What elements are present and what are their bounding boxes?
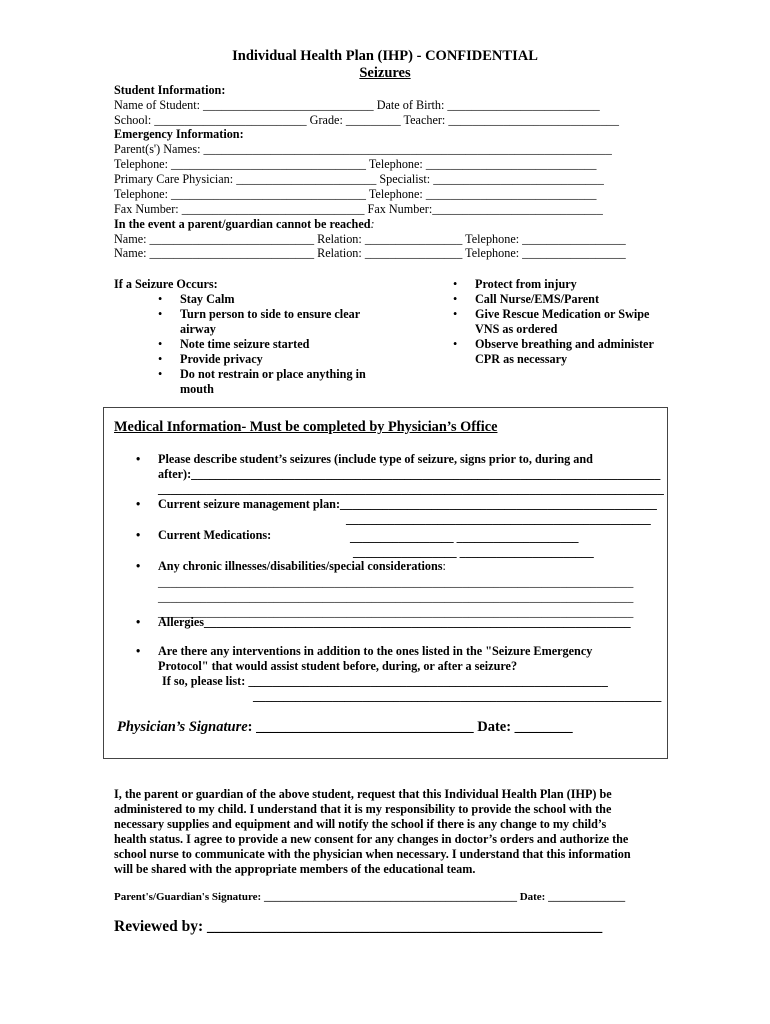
chronic-illness-field[interactable]: ______________________________________________________________________________ — [158, 605, 634, 619]
chronic-illness-field[interactable]: ______________________________________________________________________________ — [158, 575, 634, 589]
physician-row[interactable]: Primary Care Physician: _______________________ Specialist: ____________________________ — [114, 172, 604, 186]
list-item: • Turn person to side to ensure clear airway — [180, 307, 380, 337]
bullet: • — [136, 497, 141, 511]
list-item: • Note time seizure started — [180, 337, 380, 352]
chronic-illness-label: Any chronic illnesses/disabilities/special considerations: — [158, 559, 446, 573]
consent-text: will be shared with the appropriate members of the educational team. — [114, 862, 476, 876]
consent-text: administered to my child. I understand that it is my responsibility to provide the school with the — [114, 802, 612, 816]
list-item: • Provide privacy — [180, 352, 380, 367]
seizure-occurs-heading: If a Seizure Occurs: — [114, 277, 218, 291]
telephone-row[interactable]: Telephone: ________________________________ Telephone: ____________________________ — [114, 157, 597, 171]
consent-text: necessary supplies and equipment and will notify the school if there is any change to my child’s — [114, 817, 607, 831]
unreachable-heading: In the event a parent/guardian cannot be reached: — [114, 217, 375, 231]
medical-info-heading: Medical Information- Must be completed by Physician’s Office — [114, 419, 498, 435]
reviewed-by-field[interactable]: Reviewed by: ___________________________________________________ — [114, 918, 603, 935]
management-plan-field[interactable]: Current seizure management plan:____________________________________________________ — [158, 497, 657, 511]
medications-field[interactable]: _________________ ______________________ — [353, 545, 594, 559]
seizure-description-label: Please describe student’s seizures (include type of seizure, signs prior to, during and — [158, 452, 593, 466]
list-item: • Do not restrain or place anything in mouth — [180, 367, 380, 397]
interventions-field[interactable]: ___________________________________________________________________ — [253, 689, 662, 703]
list-item: • Call Nurse/EMS/Parent — [475, 292, 665, 307]
interventions-label: Protocol" that would assist student before, during, or after a seizure? — [158, 659, 518, 673]
bullet: • — [136, 559, 141, 573]
allergies-field[interactable]: Allergies______________________________________________________________________ — [158, 615, 631, 629]
bullet: • — [136, 452, 141, 466]
page-title: Individual Health Plan (IHP) - CONFIDENTIAL — [232, 48, 538, 64]
list-item: • Protect from injury — [475, 277, 665, 292]
contact-row[interactable]: Name: ___________________________ Relation: ________________ Telephone: _________________ — [114, 232, 626, 246]
seizure-steps-right — [475, 277, 665, 367]
list-item: • Observe breathing and administer CPR as necessary — [475, 337, 665, 367]
chronic-illness-field[interactable]: ______________________________________________________________________________ — [158, 590, 634, 604]
physician-telephone-row[interactable]: Telephone: ________________________________ Telephone: ____________________________ — [114, 187, 597, 201]
fax-row[interactable]: Fax Number: ______________________________ Fax Number:____________________________ — [114, 202, 603, 216]
emergency-info-heading: Emergency Information: — [114, 127, 244, 141]
interventions-label: Are there any interventions in addition to the ones listed in the "Seizure Emergency — [158, 644, 593, 658]
parent-signature-field[interactable]: Parent's/Guardian's Signature: ______________________________________________ Date: ______________ — [114, 891, 626, 903]
consent-text: health status. I agree to provide a new consent for any changes in doctor’s orders and authorize the — [114, 832, 629, 846]
seizure-description-field[interactable]: after):_____________________________________________________________________________ — [158, 467, 661, 481]
management-plan-field[interactable]: __________________________________________________ — [346, 512, 651, 526]
student-name-row[interactable]: Name of Student: ____________________________ Date of Birth: _________________________ — [114, 98, 600, 112]
school-row[interactable]: School: _________________________ Grade: _________ Teacher: ____________________________ — [114, 113, 619, 127]
interventions-field[interactable]: If so, please list: ___________________________________________________________ — [162, 674, 608, 688]
physician-signature-field[interactable]: Physician’s Signature: ______________________________ Date: ________ — [117, 719, 573, 735]
contact-row[interactable]: Name: ___________________________ Relation: ________________ Telephone: _________________ — [114, 246, 626, 260]
seizure-steps-left — [180, 292, 380, 397]
bullet: • — [136, 644, 141, 658]
parent-names-row[interactable]: Parent(s') Names: ___________________________________________________________________ — [114, 142, 612, 156]
consent-text: I, the parent or guardian of the above student, request that this Individual Health Plan (IHP) be — [114, 787, 612, 801]
seizure-description-field[interactable]: ___________________________________________________________________________________ — [158, 482, 664, 496]
list-item: • Give Rescue Medication or Swipe VNS as ordered — [475, 307, 665, 337]
medications-label: Current Medications: — [158, 528, 272, 542]
bullet: • — [136, 615, 141, 629]
consent-text: school nurse to communicate with the physician when necessary. I understand that this information — [114, 847, 631, 861]
list-item: • Stay Calm — [180, 292, 380, 307]
student-info-heading: Student Information: — [114, 83, 226, 97]
page-subtitle: Seizures — [359, 65, 411, 81]
medications-field[interactable]: _________________ ____________________ — [350, 530, 579, 544]
bullet: • — [136, 528, 141, 542]
